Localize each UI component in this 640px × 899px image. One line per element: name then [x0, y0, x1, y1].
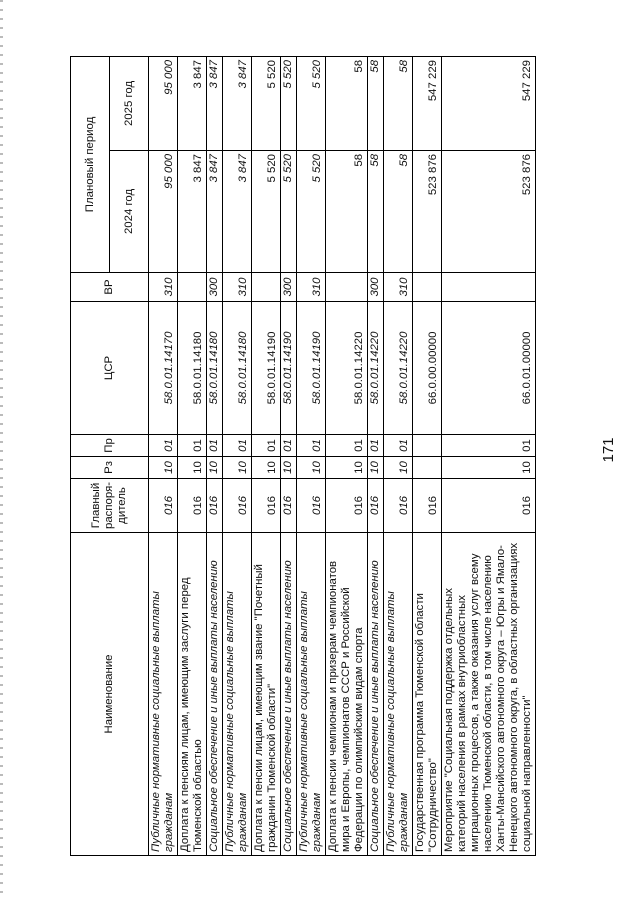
cell-rz: 10 [326, 456, 368, 478]
cell-name: Государственная программа Тюменской области "Сотрудничество" [413, 533, 442, 856]
cell-vr: 310 [149, 272, 178, 301]
cell-csr: 58.0.01.14190 [281, 301, 297, 434]
cell-vr: 300 [207, 272, 223, 301]
cell-csr: 58.0.01.14170 [149, 301, 178, 434]
cell-admin: 016 [442, 478, 536, 532]
cell-csr: 58.0.01.14180 [207, 301, 223, 434]
cell-rz: 10 [178, 456, 207, 478]
header-pr: Пр [71, 434, 149, 456]
header-rz: Рз [71, 456, 149, 478]
cell-2024: 5 520 [252, 150, 281, 272]
cell-pr: 01 [368, 434, 384, 456]
cell-2024: 58 [368, 150, 384, 272]
table-row [223, 56, 252, 855]
header-admin: Главный распоря-дитель [71, 478, 149, 532]
cell-csr: 58.0.01.14180 [178, 301, 207, 434]
cell-2025: 3 847 [207, 56, 223, 150]
cell-vr: 310 [297, 272, 326, 301]
cell-vr [252, 272, 281, 301]
cell-pr: 01 [252, 434, 281, 456]
cell-2025: 58 [368, 56, 384, 150]
cell-admin: 016 [281, 478, 297, 532]
cell-rz: 10 [281, 456, 297, 478]
cell-name: Социальное обеспечение и иные выплаты населению [207, 533, 223, 856]
cell-2024: 523 876 [413, 150, 442, 272]
cell-pr: 01 [326, 434, 368, 456]
cell-vr: 310 [384, 272, 413, 301]
cell-vr: 300 [281, 272, 297, 301]
cell-vr: 310 [223, 272, 252, 301]
cell-rz [413, 456, 442, 478]
cell-2025: 5 520 [252, 56, 281, 150]
budget-table [70, 56, 536, 856]
cell-rz: 10 [384, 456, 413, 478]
cell-name: Публичные нормативные социальные выплаты гражданам [384, 533, 413, 856]
cell-pr: 01 [442, 434, 536, 456]
cell-admin: 016 [297, 478, 326, 532]
cell-name: Доплата к пенсии чемпионам и призерам чемпионатов мира и Европы, чемпионатов СССР и Российской Федерации по олимпийским видам спорта [326, 533, 368, 856]
cell-pr: 01 [384, 434, 413, 456]
cell-2024: 5 520 [281, 150, 297, 272]
table-body [149, 56, 536, 855]
cell-admin: 016 [252, 478, 281, 532]
table-row [384, 56, 413, 855]
cell-name: Публичные нормативные социальные выплаты гражданам [297, 533, 326, 856]
cell-rz: 10 [223, 456, 252, 478]
cell-csr: 58.0.01.14190 [252, 301, 281, 434]
cell-pr: 01 [281, 434, 297, 456]
cell-admin: 016 [149, 478, 178, 532]
cell-admin: 016 [384, 478, 413, 532]
cell-2024: 95 000 [149, 150, 178, 272]
cell-rz: 10 [149, 456, 178, 478]
cell-csr: 66.0.01.00000 [442, 301, 536, 434]
cell-2025: 5 520 [297, 56, 326, 150]
cell-2024: 3 847 [207, 150, 223, 272]
cell-2024: 3 847 [223, 150, 252, 272]
cell-vr [442, 272, 536, 301]
cell-2024: 5 520 [297, 150, 326, 272]
cell-name: Доплата к пенсии лицам, имеющим звание "Почетный гражданин Тюменской области" [252, 533, 281, 856]
table-row [368, 56, 384, 855]
cell-2025: 58 [384, 56, 413, 150]
cell-name: Публичные нормативные социальные выплаты гражданам [149, 533, 178, 856]
cell-pr: 01 [178, 434, 207, 456]
cell-admin: 016 [368, 478, 384, 532]
cell-csr: 58.0.01.14180 [223, 301, 252, 434]
table-row [297, 56, 326, 855]
cell-2024: 3 847 [178, 150, 207, 272]
cell-vr [326, 272, 368, 301]
cell-rz: 10 [252, 456, 281, 478]
cell-name: Публичные нормативные социальные выплаты гражданам [223, 533, 252, 856]
table-row [207, 56, 223, 855]
cell-pr: 01 [223, 434, 252, 456]
table-row [281, 56, 297, 855]
cell-2024: 58 [384, 150, 413, 272]
cell-vr [178, 272, 207, 301]
cell-2024: 58 [326, 150, 368, 272]
cell-2025: 5 520 [281, 56, 297, 150]
header-year-2025: 2025 год [110, 56, 149, 150]
cell-vr: 300 [368, 272, 384, 301]
cell-name: Социальное обеспечение и иные выплаты населению [368, 533, 384, 856]
cell-vr [413, 272, 442, 301]
table-row [149, 56, 178, 855]
cell-rz: 10 [297, 456, 326, 478]
cell-pr [413, 434, 442, 456]
header-name: Наименование [71, 533, 149, 856]
cell-admin: 016 [326, 478, 368, 532]
table-row [178, 56, 207, 855]
cell-admin: 016 [207, 478, 223, 532]
cell-csr: 58.0.01.14220 [384, 301, 413, 434]
cell-2025: 58 [326, 56, 368, 150]
header-csr: ЦСР [71, 301, 149, 434]
cell-admin: 016 [223, 478, 252, 532]
cell-rz: 10 [207, 456, 223, 478]
cell-2024: 523 876 [442, 150, 536, 272]
cell-pr: 01 [207, 434, 223, 456]
cell-admin: 016 [178, 478, 207, 532]
cell-csr: 58.0.01.14190 [297, 301, 326, 434]
cell-pr: 01 [297, 434, 326, 456]
cell-2025: 3 847 [223, 56, 252, 150]
cell-csr: 58.0.01.14220 [326, 301, 368, 434]
cell-pr: 01 [149, 434, 178, 456]
cell-csr: 58.0.01.14220 [368, 301, 384, 434]
header-year-2024: 2024 год [110, 150, 149, 272]
table-row [413, 56, 442, 855]
cell-rz: 10 [442, 456, 536, 478]
header-planned-period: Плановый период [71, 56, 110, 272]
cell-2025: 95 000 [149, 56, 178, 150]
cell-2025: 547 229 [442, 56, 536, 150]
header-vr: ВР [71, 272, 149, 301]
table-row [252, 56, 281, 855]
cell-2025: 3 847 [178, 56, 207, 150]
page-number: 171 [600, 437, 617, 463]
cell-admin: 016 [413, 478, 442, 532]
cell-2025: 547 229 [413, 56, 442, 150]
cell-csr: 66.0.00.00000 [413, 301, 442, 434]
cell-name: Мероприятие "Социальная поддержка отдельных категорий населения в рамках внутриобластных миграционных процессов, а также оказания услуг всему населению Тюменской области, в том числе населению Ханты-Мансийского автономного округа – Югры и Ямало-Ненецкого автономного округа, в областных организациях социальной направленности" [442, 533, 536, 856]
cell-name: Социальное обеспечение и иные выплаты населению [281, 533, 297, 856]
table-row [442, 56, 536, 855]
cell-rz: 10 [368, 456, 384, 478]
cell-name: Доплата к пенсиям лицам, имеющим заслуги перед Тюменской областью [178, 533, 207, 856]
table-row [326, 56, 368, 855]
